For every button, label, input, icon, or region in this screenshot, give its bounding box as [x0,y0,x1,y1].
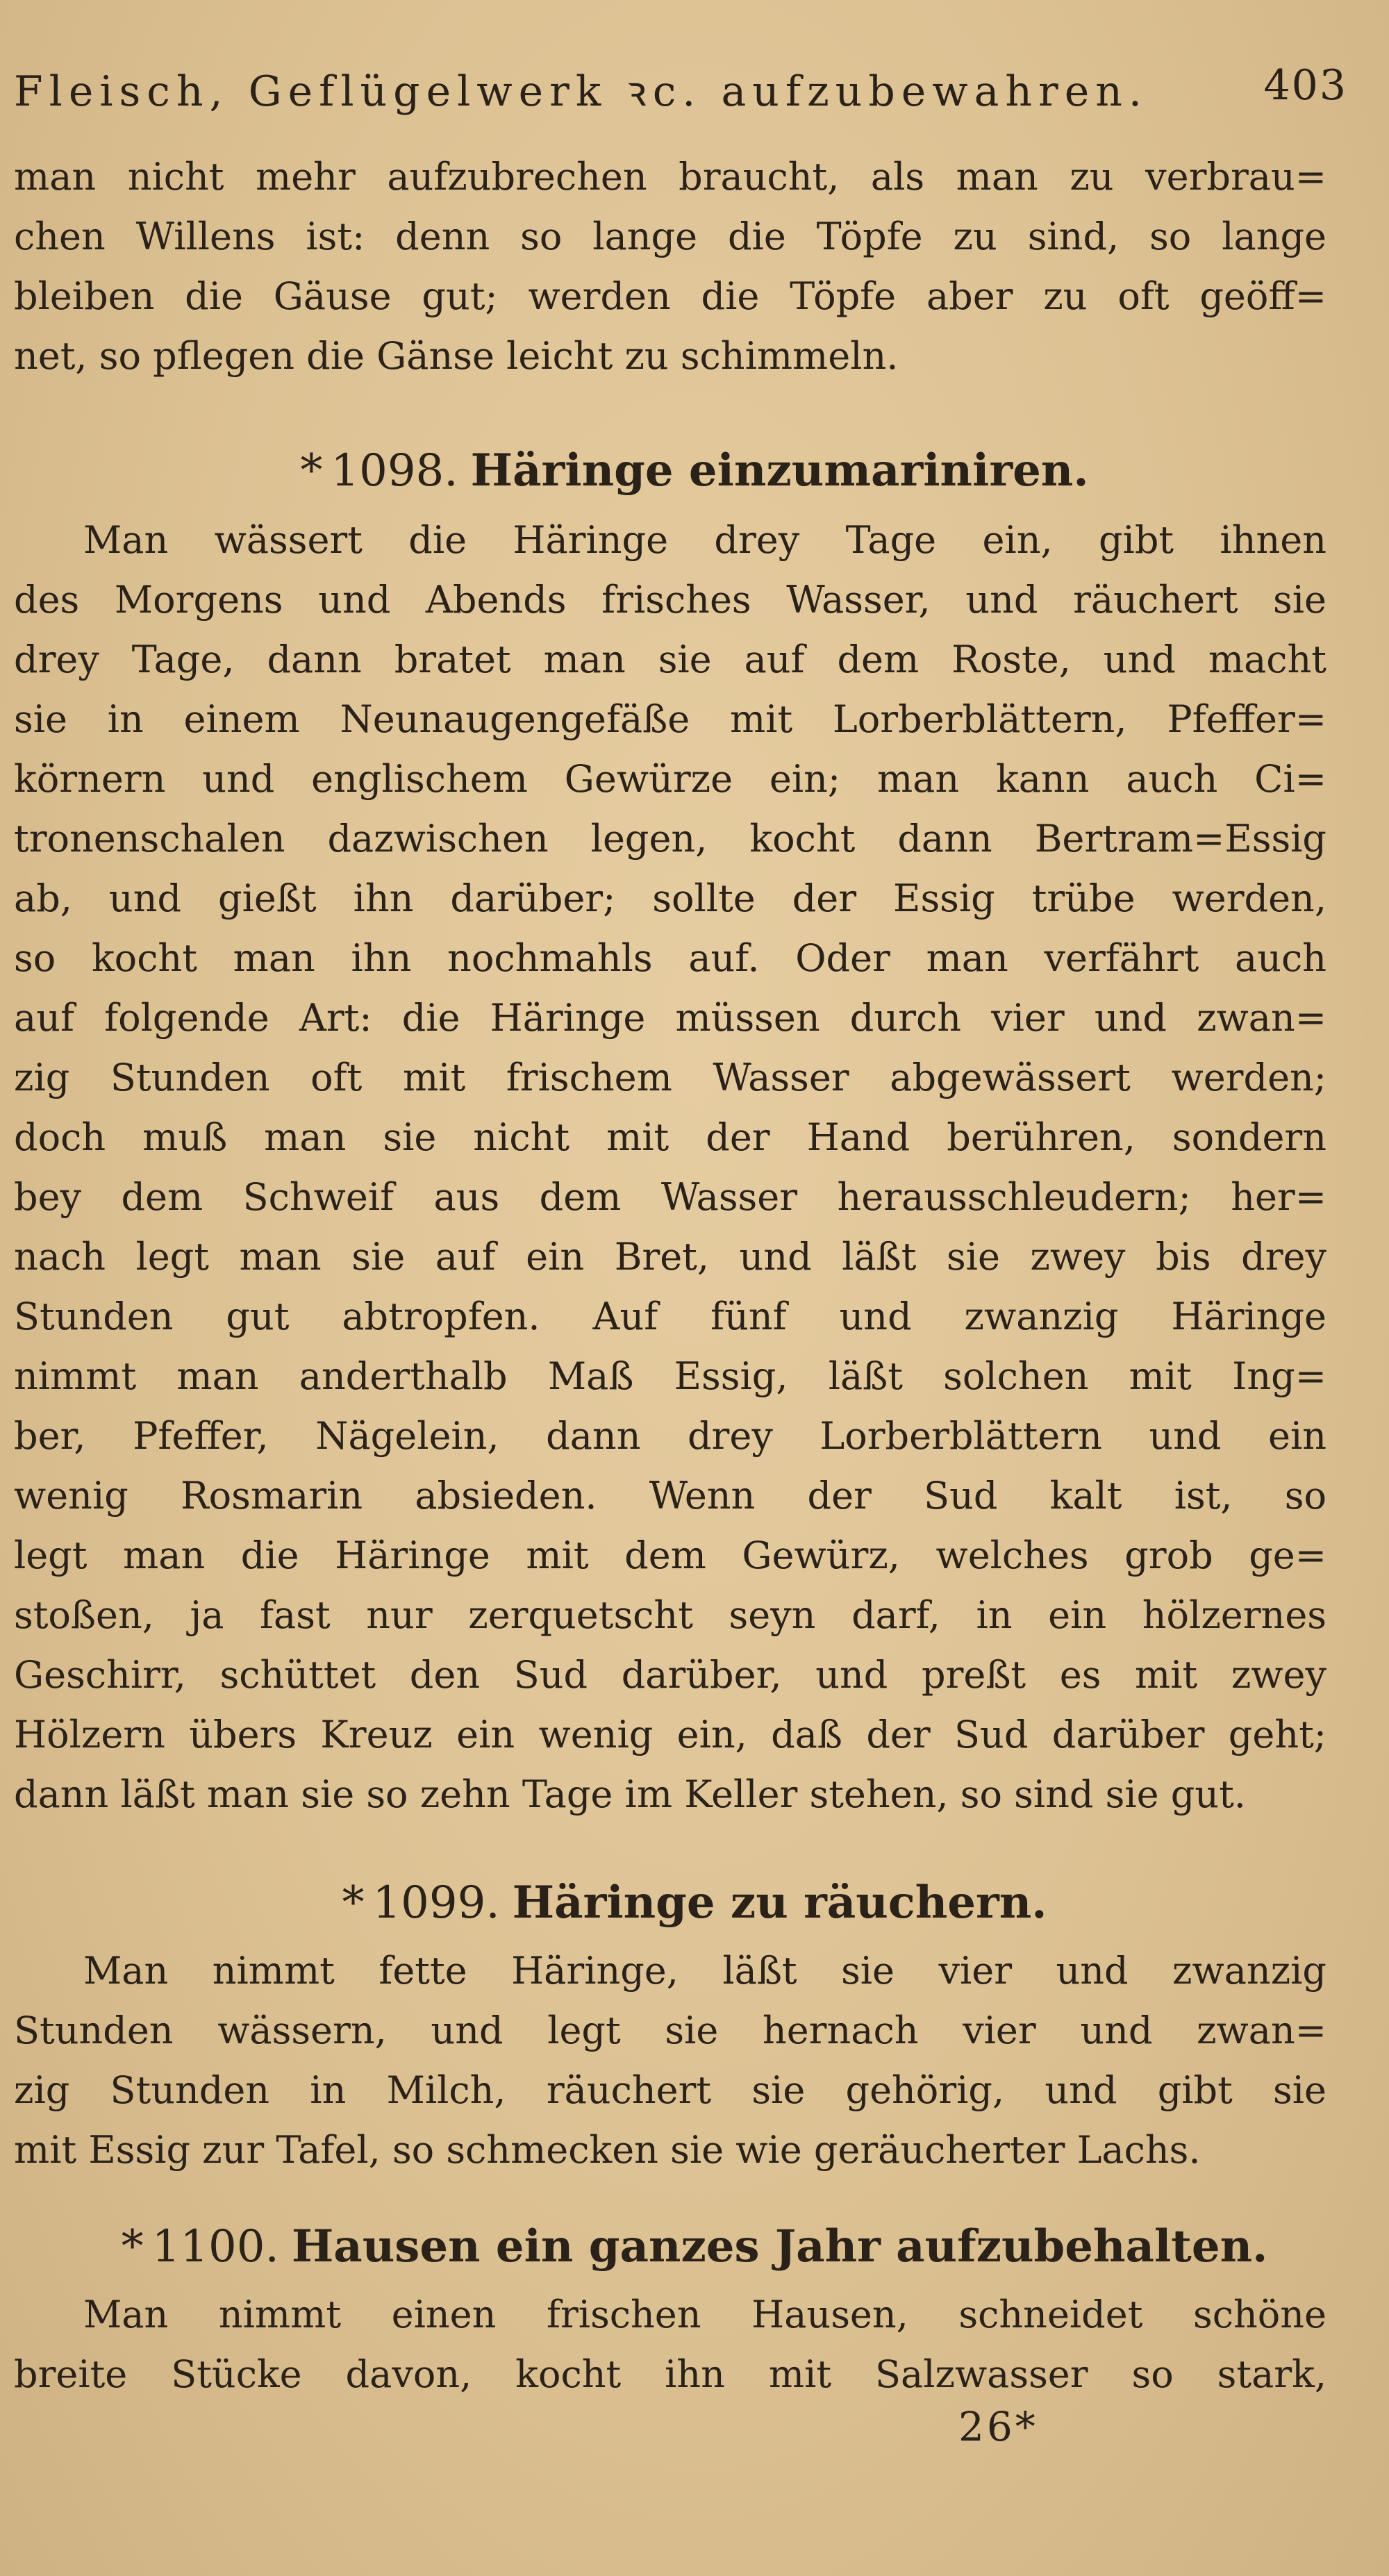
section-title: Häringe zu räuchern. [512,1877,1047,1929]
asterisk: * [300,445,323,497]
text-line: nimmt man anderthalb Maß Essig, läßt solchen mit Ing= [14,1354,1326,1398]
text-line: zig Stunden in Milch, räuchert sie gehörig, und gibt sie [14,2068,1326,2112]
text-line: sie in einem Neunaugengefäße mit Lorberblättern, Pfeffer= [14,697,1326,741]
text-line: chen Willens ist: denn so lange die Töpfe zu sind, so lange [14,215,1326,258]
asterisk: * [342,1877,365,1929]
text-line: stoßen, ja fast nur zerquetscht seyn darf, in ein hölzernes [14,1593,1326,1637]
text-line: tronenschalen dazwischen legen, kocht dann Bertram=Essig [14,817,1326,861]
text-line: Stunden wässern, und legt sie hernach vier und zwan= [14,2009,1326,2052]
text-line: man nicht mehr aufzubrechen braucht, als man zu verbrau= [14,155,1326,199]
text-line: Man wässert die Häringe drey Tage ein, gibt ihnen [83,518,1326,562]
text-line: drey Tage, dann bratet man sie auf dem Roste, und macht [14,638,1326,681]
text-line: ber, Pfeffer, Nägelein, dann drey Lorberblättern und ein [14,1414,1326,1458]
text-line: bey dem Schweif aus dem Wasser herausschleudern; her= [14,1175,1326,1219]
text-line: bleiben die Gäuse gut; werden die Töpfe aber zu oft geöff= [14,274,1326,318]
text-line: des Morgens und Abends frisches Wasser, und räuchert sie [14,578,1326,622]
text-line: Geschirr, schüttet den Sud darüber, und preßt es mit zwey [14,1653,1326,1697]
text-line: Stunden gut abtropfen. Auf fünf und zwanzig Häringe [14,1295,1326,1338]
section-title: Hausen ein ganzes Jahr aufzubehalten. [291,2220,1268,2272]
asterisk: * [121,2221,144,2272]
text-line: ab, und gießt ihn darüber; sollte der Essig trübe werden, [14,876,1326,920]
section-heading-1100 [0,2212,1389,2282]
text-line: doch muß man sie nicht mit der Hand berühren, sondern [14,1115,1326,1159]
text-line: legt man die Häringe mit dem Gewürz, welches grob ge= [14,1534,1326,1577]
text-line: körnern und englischem Gewürze ein; man kann auch Ci= [14,757,1326,801]
section-number: 1099. [372,1877,500,1929]
text-line: net, so pflegen die Gänse leicht zu schimmeln. [14,334,899,378]
text-line: mit Essig zur Tafel, so schmecken sie wie geräucherter Lachs. [14,2128,1201,2172]
running-title: Fleisch, Geflügelwerk ꝛc. aufzubewahren. [14,67,1148,116]
page-number: 403 [1263,61,1347,110]
text-line: auf folgende Art: die Häringe müssen durch vier und zwan= [14,996,1326,1040]
text-line: Hölzern übers Kreuz ein wenig ein, daß der Sud darüber geht; [14,1713,1326,1756]
section-title: Häringe einzumariniren. [470,444,1089,497]
text-line: nach legt man sie auf ein Bret, und läßt sie zwey bis drey [14,1235,1326,1279]
section-number: 1100. [151,2221,279,2272]
signature-mark: 26* [958,2403,1038,2450]
text-line: breite Stücke davon, kocht ihn mit Salzwasser so stark, [14,2352,1326,2396]
text-line: wenig Rosmarin absieden. Wenn der Sud kalt ist, so [14,1474,1326,1518]
text-line: Man nimmt einen frischen Hausen, schneidet schöne [83,2293,1326,2336]
section-heading-1098 [0,436,1389,506]
text-line: so kocht man ihn nochmahls auf. Oder man verfährt auch [14,936,1326,980]
section-heading-1099 [0,1868,1389,1938]
text-line: dann läßt man sie so zehn Tage im Keller stehen, so sind sie gut. [14,1772,1246,1816]
text-line: zig Stunden oft mit frischem Wasser abgewässert werden; [14,1056,1326,1099]
page-header [14,61,1347,138]
section-number: 1098. [331,445,458,497]
text-line: Man nimmt fette Häringe, läßt sie vier und zwanzig [83,1949,1326,1993]
